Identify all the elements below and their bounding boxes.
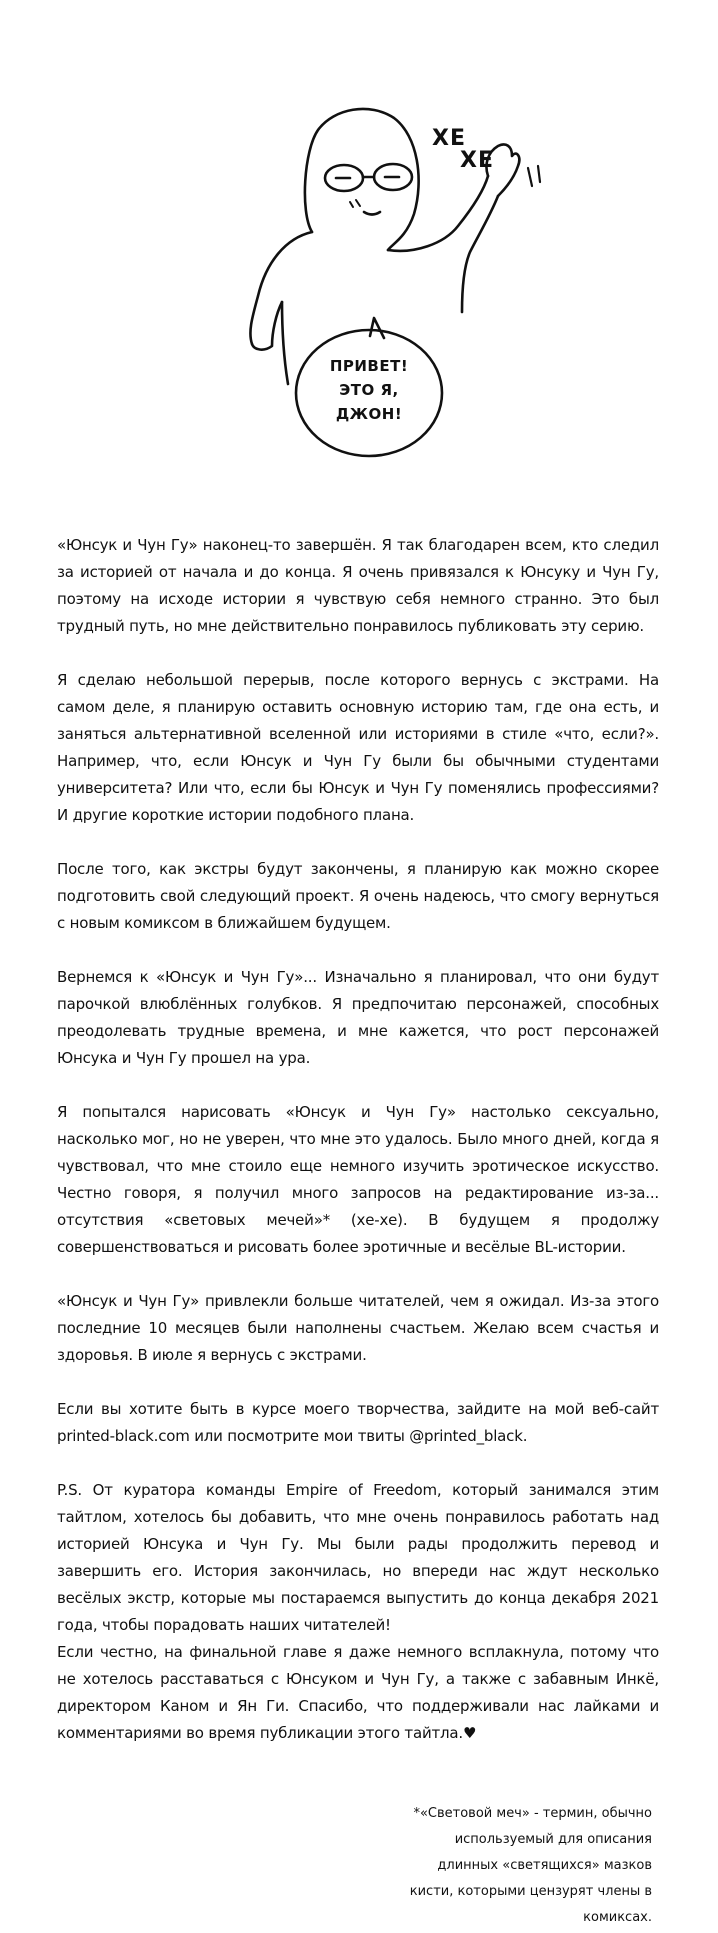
bubble-line-3: ДЖОН! bbox=[335, 405, 403, 423]
body-left-side bbox=[282, 302, 288, 384]
speech-bubble-tail bbox=[370, 318, 384, 338]
laugh-text-1: ХЕ bbox=[432, 126, 466, 151]
afterword-paragraph-6: «Юнсук и Чун Гу» привлекли больше читателей, чем я ожидал. Из-за этого последние 10 месяцев были наполнены счастьем. Желаю всем счастья и здоровья. В июле я вернусь с экстрами. bbox=[57, 1292, 659, 1364]
wave-motion-lines bbox=[528, 166, 540, 186]
translator-note-text: Если честно, на финальной главе я даже немного всплакнула, потому что не хотелось расставаться с Юнсуком и Чун Гу, а также с забавным Инкё, директором Каном и Ян Ги. Спасибо, что поддерживали нас лайками и комментариями во время публикации этого тайтла. bbox=[57, 1643, 659, 1742]
translator-note-paragraph-2 bbox=[57, 1639, 659, 1747]
afterword-paragraph-5: Я попытался нарисовать «Юнсук и Чун Гу» настолько сексуально, насколько мог, но не уверен, что мне это удалось. Было много дней, когда я чувствовал, что мне стоило еще немного изучить эротическое искусство. Честно говоря, я получил много запросов на редактирование из-за... отсутствия «световых мечей»* (хе-хе). В будущем я продолжу совершенствоваться и рисовать более эротичные и весёлые BL-истории. bbox=[57, 1103, 659, 1256]
heart-icon: ♥ bbox=[462, 1724, 477, 1742]
afterword-paragraph-2: Я сделаю небольшой перерыв, после которого вернусь с экстрами. На самом деле, я планирую оставить основную историю там, где она есть, и заняться альтернативной вселенной или историями в стиле «что, если?». Например, что, если Юнсук и Чун Гу были бы обычными студентами университета? Или что, если бы Юнсук и Чун Гу поменялись профессиями? И другие короткие истории подобного плана. bbox=[57, 671, 659, 824]
author-illustration bbox=[0, 0, 718, 500]
left-hand bbox=[252, 302, 282, 350]
afterword-paragraph-4: Вернемся к «Юнсук и Чун Гу»... Изначально я планировал, что они будут парочкой влюблённых голубков. Я предпочитаю персонажей, способных преодолевать трудные времена, и мне кажется, что рост персонажей Юнсука и Чун Гу прошел на ура. bbox=[57, 968, 659, 1067]
afterword-paragraph-3: После того, как экстры будут закончены, я планирую как можно скорее подготовить свой следующий проект. Я очень надеюсь, что смогу вернуться с новым комиксом в ближайшем будущем. bbox=[57, 860, 659, 932]
bubble-line-1: ПРИВЕТ! bbox=[329, 357, 409, 375]
afterword-text bbox=[57, 532, 659, 1747]
blush-marks bbox=[350, 200, 360, 207]
bubble-line-2: ЭТО Я, bbox=[339, 381, 399, 399]
mouth bbox=[364, 212, 380, 215]
footnote: *«Световой меч» - термин, обычно используемый для описания длинных «светящихся» мазков кисти, которыми цензурят члены в комиксах. bbox=[409, 1806, 652, 1925]
laugh-text-2: ХЕ bbox=[460, 148, 494, 173]
afterword-paragraph-1: «Юнсук и Чун Гу» наконец-то завершён. Я так благодарен всем, кто следил за историей от начала и до конца. Я очень привязался к Юнсуку и Чун Гу, поэтому на исходе истории я чувствую себя немного странно. Это был трудный путь, но мне действительно понравилось публиковать эту серию. bbox=[57, 536, 659, 635]
speech-bubble-text bbox=[310, 354, 428, 426]
translator-note-paragraph-1: P.S. От куратора команды Empire of Freedom, который занимался этим тайтлом, хотелось бы добавить, что мне очень понравилось работать над историей Юнсука и Чун Гу. Мы были рады продолжить перевод и завершить его. История закончилась, но впереди нас ждут несколько весёлых экстр, которые мы постараемся выпустить до конца декабря 2021 года, чтобы порадовать наших читателей! bbox=[57, 1481, 659, 1634]
afterword-paragraph-7: Если вы хотите быть в курсе моего творчества, зайдите на мой веб-сайт printed-black.com или посмотрите мои твиты @printed_black. bbox=[57, 1400, 659, 1445]
